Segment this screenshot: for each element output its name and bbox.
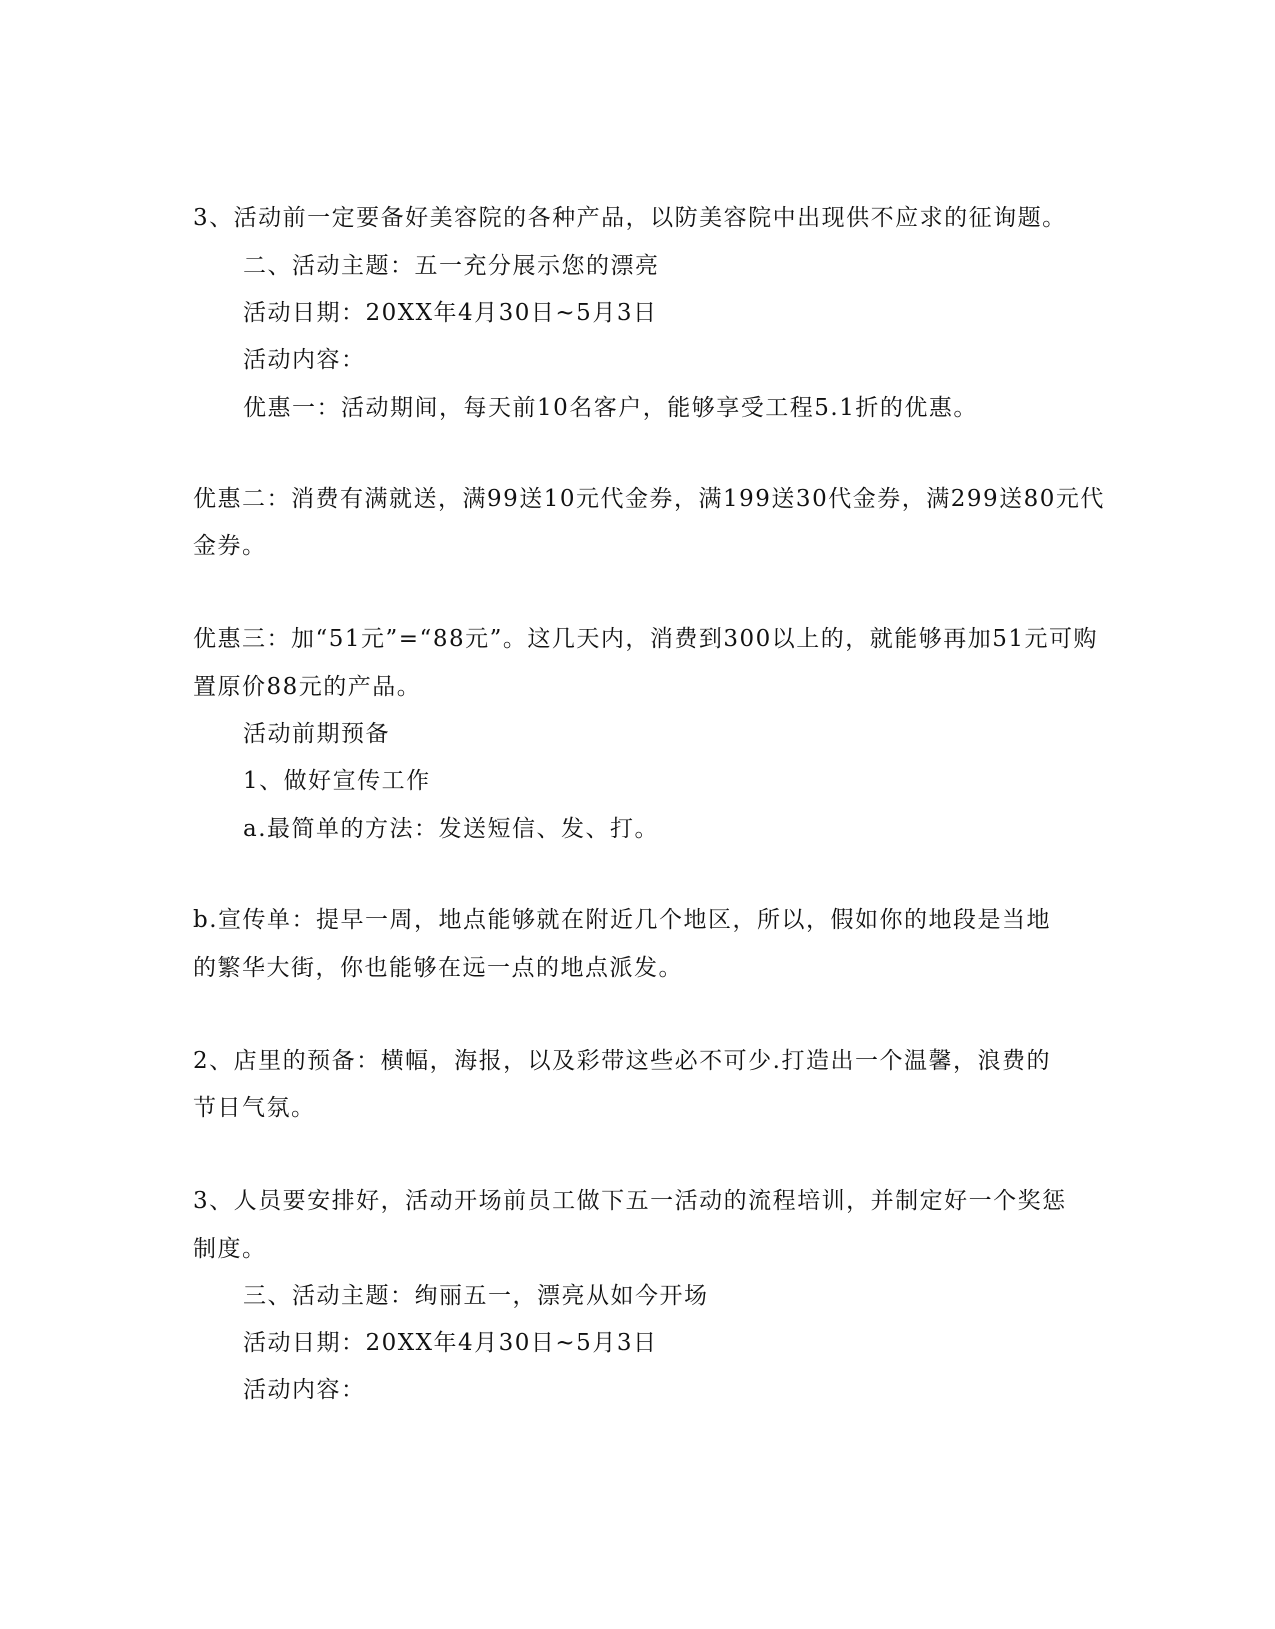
section-heading: 三、活动主题：绚丽五一，漂亮从如今开场 bbox=[243, 1283, 709, 1309]
section-heading: 活动前期预备 bbox=[243, 721, 390, 747]
paragraph-line: 活动日期：20XX年4月30日~5月3日 bbox=[243, 1330, 658, 1356]
paragraph-line: 优惠三：加“51元”=“88元”。这几天内，消费到300以上的，就能够再加51元可购 bbox=[193, 626, 1099, 652]
paragraph-line: 制度。 bbox=[193, 1236, 267, 1262]
paragraph-line: 优惠二：消费有满就送，满99送10元代金券，满199送30代金券，满299送80元代 bbox=[193, 486, 1105, 512]
paragraph-line: 的繁华大街，你也能够在远一点的地点派发。 bbox=[193, 955, 683, 981]
paragraph-line: 2、店里的预备：横幅，海报，以及彩带这些必不可少.打造出一个温馨，浪费的 bbox=[193, 1048, 1051, 1074]
paragraph-line: 3、活动前一定要备好美容院的各种产品，以防美容院中出现供不应求的征询题。 bbox=[193, 205, 1067, 231]
paragraph-line: 活动日期：20XX年4月30日~5月3日 bbox=[243, 300, 658, 326]
paragraph-line: 优惠一：活动期间，每天前10名客户，能够享受工程5.1折的优惠。 bbox=[243, 395, 978, 421]
section-heading: 二、活动主题：五一充分展示您的漂亮 bbox=[243, 253, 660, 279]
paragraph-line: b.宣传单：提早一周，地点能够就在附近几个地区，所以，假如你的地段是当地 bbox=[193, 907, 1052, 933]
paragraph-line: 活动内容： bbox=[243, 347, 366, 373]
paragraph-line: 金券。 bbox=[193, 533, 267, 559]
paragraph-line: 活动内容： bbox=[243, 1377, 366, 1403]
paragraph-line: 节日气氛。 bbox=[193, 1095, 316, 1121]
paragraph-line: 1、做好宣传工作 bbox=[243, 768, 431, 794]
paragraph-line: 置原价88元的产品。 bbox=[193, 674, 422, 700]
paragraph-line: a.最简单的方法：发送短信、发、打。 bbox=[243, 816, 660, 842]
paragraph-line: 3、人员要安排好，活动开场前员工做下五一活动的流程培训，并制定好一个奖惩 bbox=[193, 1188, 1067, 1214]
